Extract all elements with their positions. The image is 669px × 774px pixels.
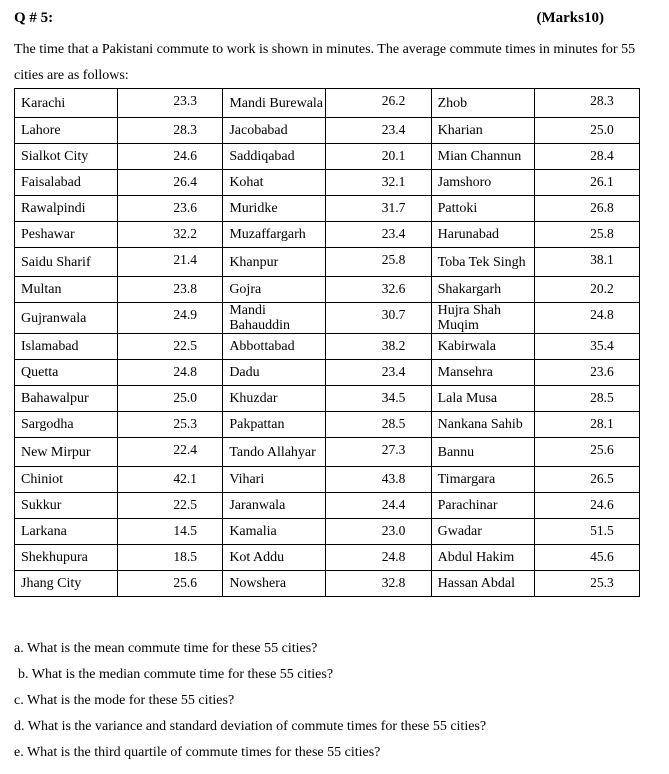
city-name-cell: Kamalia — [223, 519, 326, 545]
city-name-cell: Jamshoro — [431, 170, 534, 196]
commute-time-value: 24.8 — [381, 549, 406, 564]
commute-time-value: 22.4 — [173, 442, 198, 457]
commute-time-value: 23.3 — [173, 93, 198, 108]
commute-time-cell — [118, 89, 223, 118]
commute-time-value: 24.6 — [173, 148, 198, 163]
commute-time-value: 22.5 — [173, 338, 198, 353]
commute-time-value: 25.6 — [173, 575, 198, 590]
city-name-cell: Lala Musa — [431, 386, 534, 412]
city-name-cell: Kot Addu — [223, 545, 326, 571]
commute-time-cell — [326, 438, 431, 467]
city-name-cell: Chiniot — [15, 467, 118, 493]
commute-time-cell — [118, 412, 223, 438]
question-header — [14, 10, 604, 30]
city-name-cell: Zhob — [431, 89, 534, 118]
question-number: Q # 5: — [14, 10, 54, 26]
city-name-cell: Harunabad — [431, 222, 534, 248]
commute-time-cell — [326, 248, 431, 277]
commute-time-value: 25.0 — [173, 390, 198, 405]
city-name-cell: Karachi — [15, 89, 118, 118]
commute-time-cell — [534, 412, 639, 438]
city-name-cell: Hujra Shah Muqim — [431, 303, 534, 334]
table-row — [15, 170, 640, 196]
commute-time-value: 26.8 — [590, 200, 614, 215]
city-name-cell: Peshawar — [15, 222, 118, 248]
table-body — [15, 89, 640, 597]
commute-time-cell — [118, 170, 223, 196]
commute-time-value: 22.5 — [173, 497, 198, 512]
commute-time-value: 24.8 — [173, 364, 198, 379]
commute-time-cell — [118, 386, 223, 412]
commute-time-value: 24.4 — [381, 497, 406, 512]
commute-time-value: 25.3 — [173, 416, 198, 431]
commute-time-value: 35.4 — [590, 338, 614, 353]
commute-time-cell — [326, 334, 431, 360]
commute-time-cell — [118, 438, 223, 467]
table-row — [15, 222, 640, 248]
commute-time-cell — [534, 334, 639, 360]
commute-time-cell — [534, 467, 639, 493]
commute-time-cell — [118, 493, 223, 519]
city-name-cell: Gojra — [223, 277, 326, 303]
table-row — [15, 545, 640, 571]
commute-time-cell — [326, 545, 431, 571]
city-name-cell: Sargodha — [15, 412, 118, 438]
commute-time-cell — [534, 170, 639, 196]
city-name-cell: Pakpattan — [223, 412, 326, 438]
commute-time-cell — [326, 519, 431, 545]
city-name-cell: Islamabad — [15, 334, 118, 360]
city-name-cell: Kharian — [431, 118, 534, 144]
commute-time-cell — [326, 571, 431, 597]
city-name-cell: Mian Channun — [431, 144, 534, 170]
commute-time-value: 23.4 — [381, 122, 406, 137]
commute-time-cell — [534, 386, 639, 412]
commute-time-value: 21.4 — [173, 252, 198, 267]
city-name-cell: Sialkot City — [15, 144, 118, 170]
commute-time-cell — [118, 196, 223, 222]
city-name-cell: Vihari — [223, 467, 326, 493]
commute-time-cell — [534, 438, 639, 467]
commute-time-value: 24.6 — [590, 497, 614, 512]
commute-time-value: 26.2 — [381, 93, 406, 108]
city-name-cell: Gujranwala — [15, 303, 118, 334]
commute-time-value: 25.8 — [590, 226, 614, 241]
commute-time-cell — [326, 386, 431, 412]
city-name-cell: Larkana — [15, 519, 118, 545]
city-name-cell: Kabirwala — [431, 334, 534, 360]
commute-time-cell — [326, 118, 431, 144]
city-name-cell: Abbottabad — [223, 334, 326, 360]
commute-time-value: 28.5 — [590, 390, 614, 405]
table-row — [15, 334, 640, 360]
commute-time-value: 34.5 — [381, 390, 406, 405]
commute-time-value: 45.6 — [590, 549, 614, 564]
questions-list — [14, 640, 486, 770]
commute-time-cell — [534, 89, 639, 118]
commute-time-cell — [326, 360, 431, 386]
commute-time-cell — [326, 412, 431, 438]
commute-time-value: 26.5 — [590, 471, 614, 486]
commute-time-value: 25.6 — [590, 442, 614, 457]
city-name-cell: Quetta — [15, 360, 118, 386]
city-name-cell: Pattoki — [431, 196, 534, 222]
commute-time-value: 32.8 — [381, 575, 406, 590]
commute-time-cell — [326, 196, 431, 222]
commute-time-cell — [118, 277, 223, 303]
commute-time-cell — [326, 89, 431, 118]
commute-time-value: 31.7 — [381, 200, 406, 215]
commute-time-value: 51.5 — [590, 523, 614, 538]
marks-label: (Marks10) — [536, 10, 604, 26]
commute-time-value: 27.3 — [381, 442, 406, 457]
commute-time-value: 43.8 — [381, 471, 406, 486]
commute-time-cell — [534, 519, 639, 545]
commute-time-value: 18.5 — [173, 549, 198, 564]
commute-time-value: 32.6 — [381, 281, 406, 296]
city-name-cell: New Mirpur — [15, 438, 118, 467]
city-name-cell: Khanpur — [223, 248, 326, 277]
city-name-cell: Mandi Burewala — [223, 89, 326, 118]
table-row — [15, 89, 640, 118]
commute-time-cell — [326, 144, 431, 170]
commute-time-value: 25.0 — [590, 122, 614, 137]
commute-time-value: 23.4 — [381, 364, 406, 379]
commute-time-value: 14.5 — [173, 523, 198, 538]
city-name-cell: Jacobabad — [223, 118, 326, 144]
city-name-cell: Jhang City — [15, 571, 118, 597]
commute-time-cell — [326, 467, 431, 493]
commute-time-cell — [118, 545, 223, 571]
intro-text: The time that a Pakistani commute to work is shown in minutes. The average commute times in minutes for 55 cities are as follows: — [14, 42, 636, 83]
commute-time-cell — [534, 222, 639, 248]
commute-time-value: 20.2 — [590, 281, 614, 296]
city-name-cell: Mandi Bahauddin — [223, 303, 326, 334]
city-name-cell: Abdul Hakim — [431, 545, 534, 571]
city-name-cell: Kohat — [223, 170, 326, 196]
commute-time-value: 25.3 — [590, 575, 614, 590]
table-row — [15, 571, 640, 597]
commute-time-cell — [534, 303, 639, 334]
commute-time-cell — [534, 144, 639, 170]
commute-time-value: 26.1 — [590, 174, 614, 189]
commute-time-value: 28.4 — [590, 148, 614, 163]
question-d: d. What is the variance and standard deviation of commute times for these 55 cities? — [14, 719, 487, 734]
table-row — [15, 277, 640, 303]
commute-time-cell — [326, 222, 431, 248]
commute-time-cell — [118, 222, 223, 248]
commute-time-value: 23.0 — [381, 523, 406, 538]
commute-time-cell — [534, 545, 639, 571]
city-name-cell: Muzaffargarh — [223, 222, 326, 248]
city-name-cell: Timargara — [431, 467, 534, 493]
commute-time-value: 28.3 — [590, 93, 614, 108]
table-row — [15, 144, 640, 170]
commute-time-value: 28.3 — [173, 122, 198, 137]
commute-time-cell — [118, 571, 223, 597]
question-a: a. What is the mean commute time for these 55 cities? — [14, 641, 318, 656]
commute-time-value: 38.1 — [590, 252, 614, 267]
commute-time-value: 26.4 — [173, 174, 198, 189]
city-name-cell: Tando Allahyar — [223, 438, 326, 467]
commute-time-cell — [118, 360, 223, 386]
question-c: c. What is the mode for these 55 cities? — [14, 693, 235, 708]
city-name-cell: Mansehra — [431, 360, 534, 386]
commute-time-cell — [534, 277, 639, 303]
commute-time-value: 42.1 — [173, 471, 198, 486]
city-name-cell: Faisalabad — [15, 170, 118, 196]
commute-time-value: 32.2 — [173, 226, 198, 241]
commute-time-cell — [118, 519, 223, 545]
commute-time-cell — [326, 303, 431, 334]
city-name-cell: Saddiqabad — [223, 144, 326, 170]
commute-time-cell — [534, 196, 639, 222]
commute-times-table — [14, 88, 640, 597]
commute-time-cell — [118, 144, 223, 170]
commute-time-value: 32.1 — [381, 174, 406, 189]
commute-time-value: 30.7 — [381, 307, 406, 322]
commute-time-value: 23.8 — [173, 281, 198, 296]
city-name-cell: Shakargarh — [431, 277, 534, 303]
table-row — [15, 493, 640, 519]
commute-time-value: 23.6 — [590, 364, 614, 379]
city-name-cell: Hassan Abdal — [431, 571, 534, 597]
commute-time-cell — [534, 360, 639, 386]
city-name-cell: Bannu — [431, 438, 534, 467]
commute-time-cell — [534, 118, 639, 144]
table-row — [15, 303, 640, 334]
city-name-cell: Jaranwala — [223, 493, 326, 519]
commute-time-cell — [118, 467, 223, 493]
commute-time-value: 24.8 — [590, 307, 614, 322]
table-row — [15, 467, 640, 493]
city-name-cell: Dadu — [223, 360, 326, 386]
commute-time-value: 23.4 — [381, 226, 406, 241]
city-name-cell: Bahawalpur — [15, 386, 118, 412]
city-name-cell: Multan — [15, 277, 118, 303]
city-name-cell: Khuzdar — [223, 386, 326, 412]
city-name-cell: Sukkur — [15, 493, 118, 519]
commute-time-cell — [118, 118, 223, 144]
city-name-cell: Parachinar — [431, 493, 534, 519]
question-e: e. What is the third quartile of commute times for these 55 cities? — [14, 745, 381, 760]
commute-time-value: 38.2 — [381, 338, 406, 353]
commute-time-cell — [326, 277, 431, 303]
city-name-cell: Rawalpindi — [15, 196, 118, 222]
commute-time-cell — [326, 170, 431, 196]
commute-time-cell — [118, 334, 223, 360]
commute-time-cell — [534, 248, 639, 277]
commute-time-value: 20.1 — [381, 148, 406, 163]
city-name-cell: Toba Tek Singh — [431, 248, 534, 277]
table-row — [15, 118, 640, 144]
city-name-cell: Lahore — [15, 118, 118, 144]
commute-time-cell — [534, 493, 639, 519]
table-row — [15, 248, 640, 277]
table-row — [15, 360, 640, 386]
table-row — [15, 519, 640, 545]
commute-time-value: 24.9 — [173, 307, 198, 322]
city-name-cell: Gwadar — [431, 519, 534, 545]
question-b: b. What is the median commute time for these 55 cities? — [18, 667, 334, 682]
commute-time-cell — [534, 571, 639, 597]
city-name-cell: Nankana Sahib — [431, 412, 534, 438]
commute-time-cell — [118, 303, 223, 334]
table-row — [15, 386, 640, 412]
table-row — [15, 438, 640, 467]
commute-time-value: 28.5 — [381, 416, 406, 431]
commute-time-value: 23.6 — [173, 200, 198, 215]
city-name-cell: Shekhupura — [15, 545, 118, 571]
city-name-cell: Saidu Sharif — [15, 248, 118, 277]
commute-time-cell — [326, 493, 431, 519]
city-name-cell: Muridke — [223, 196, 326, 222]
commute-time-value: 28.1 — [590, 416, 614, 431]
commute-time-cell — [118, 248, 223, 277]
table-row — [15, 412, 640, 438]
city-name-cell: Nowshera — [223, 571, 326, 597]
commute-time-value: 25.8 — [381, 252, 406, 267]
table-row — [15, 196, 640, 222]
